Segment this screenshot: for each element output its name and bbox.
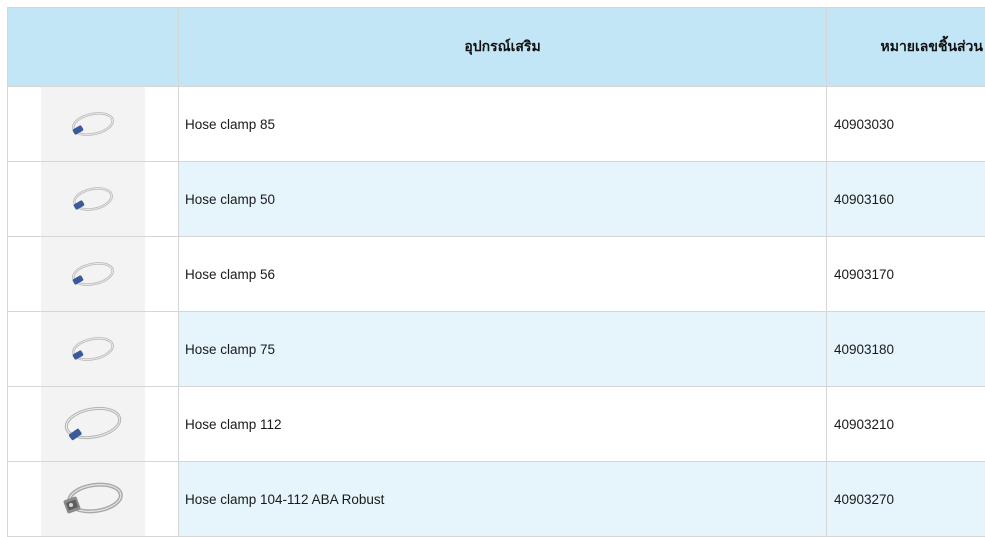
table-row: [8, 462, 985, 537]
table-row: [8, 87, 985, 162]
part-number: 40903160: [827, 162, 985, 237]
accessory-name: Hose clamp 56: [179, 237, 827, 312]
hose-clamp-icon: [41, 162, 145, 236]
robust-hose-clamp-icon: [41, 462, 145, 536]
image-cell: [8, 162, 179, 237]
image-cell: [8, 387, 179, 462]
image-cell: [8, 237, 179, 312]
part-number: 40903170: [827, 237, 985, 312]
hose-clamp-icon: [41, 312, 145, 386]
image-cell: [8, 462, 179, 537]
header-accessory: อุปกรณ์เสริม: [179, 8, 827, 87]
hose-clamp-large-icon: [41, 387, 145, 461]
header-image: [8, 8, 179, 87]
part-number: 40903180: [827, 312, 985, 387]
table-row: [8, 387, 985, 462]
image-cell: [8, 312, 179, 387]
accessory-name: Hose clamp 112: [179, 387, 827, 462]
part-number: 40903270: [827, 462, 985, 537]
table-row: [8, 162, 985, 237]
header-part-number: หมายเลขชิ้นส่วน: [827, 8, 985, 87]
table-header-row: [8, 8, 985, 87]
hose-clamp-icon: [41, 237, 145, 311]
image-cell: [8, 87, 179, 162]
hose-clamp-icon: [41, 87, 145, 161]
table-row: [8, 312, 985, 387]
part-number: 40903030: [827, 87, 985, 162]
accessory-name: Hose clamp 50: [179, 162, 827, 237]
accessory-name: Hose clamp 104-112 ABA Robust: [179, 462, 827, 537]
part-number: 40903210: [827, 387, 985, 462]
accessory-name: Hose clamp 85: [179, 87, 827, 162]
accessories-table: [7, 7, 985, 537]
table-row: [8, 237, 985, 312]
accessory-name: Hose clamp 75: [179, 312, 827, 387]
